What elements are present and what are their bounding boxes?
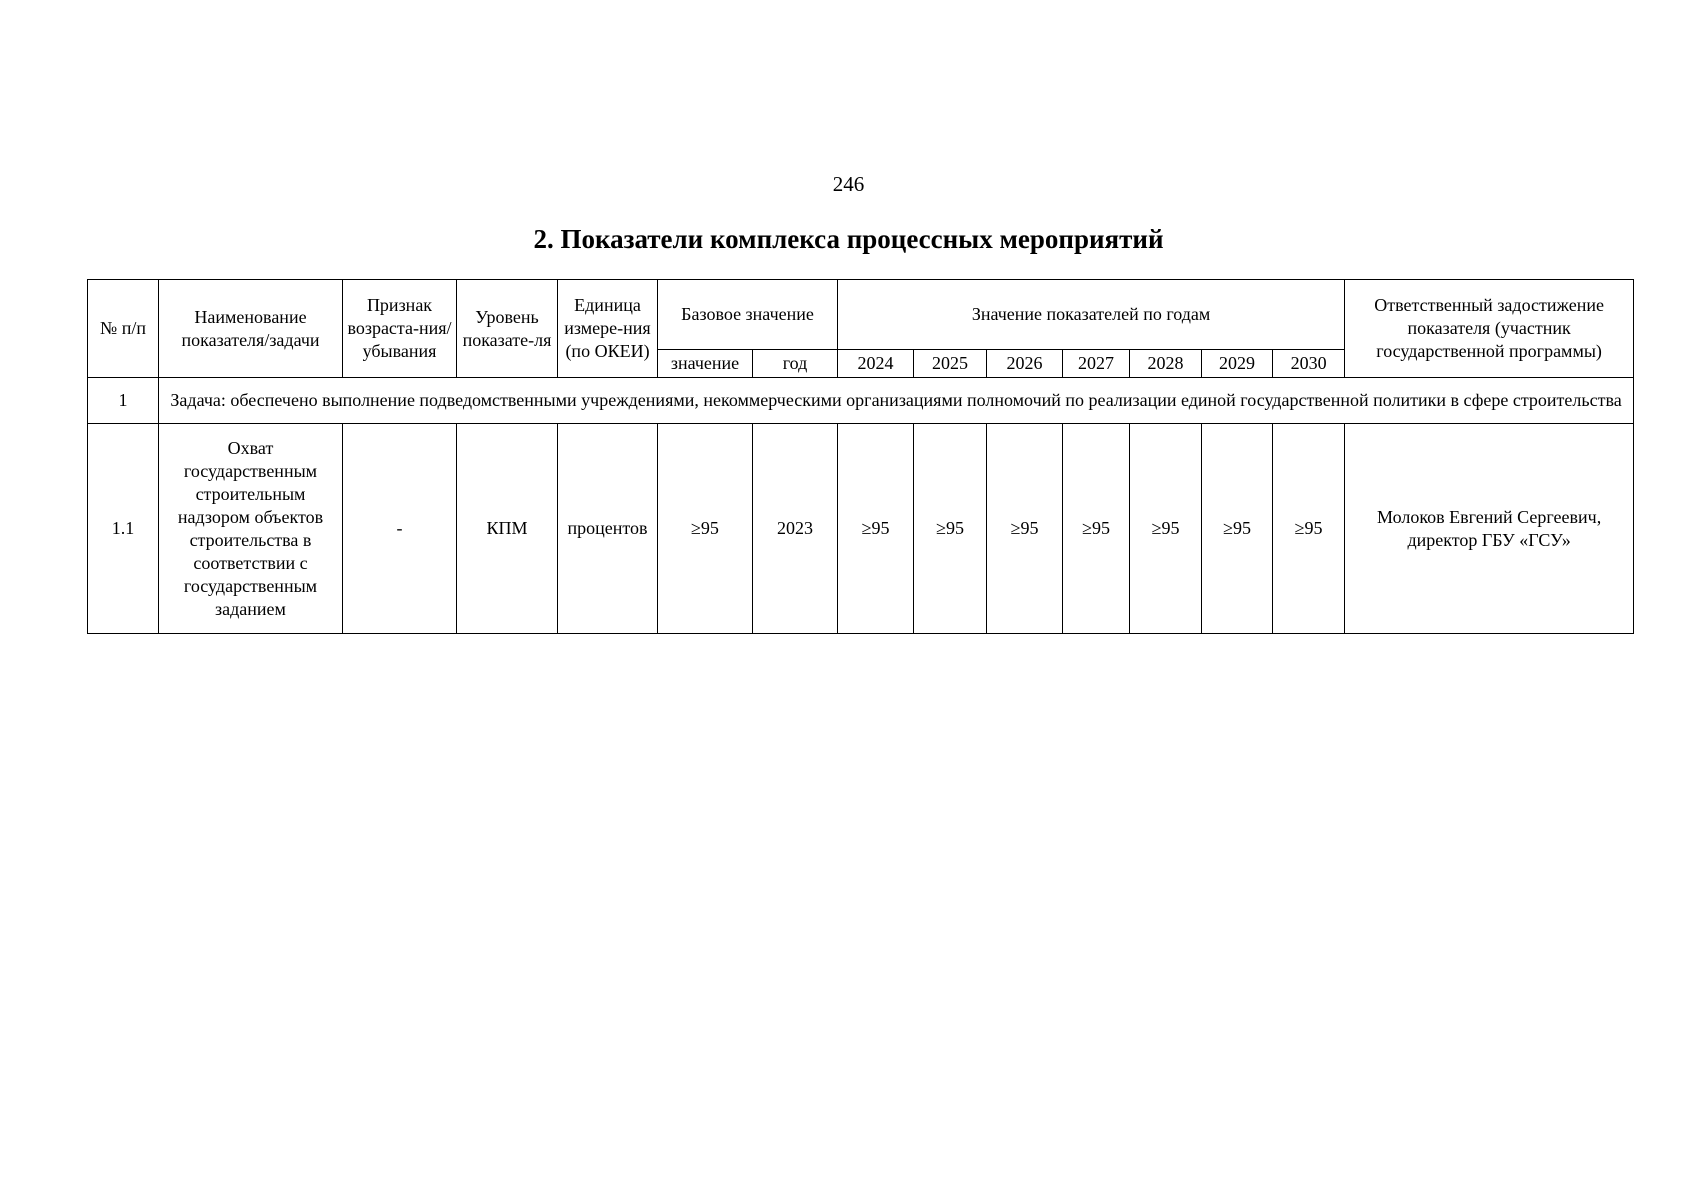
indicator-num: 1.1 bbox=[88, 424, 159, 634]
indicator-value: ≥95 bbox=[914, 424, 987, 634]
indicator-level: КПМ bbox=[457, 424, 558, 634]
indicator-value: ≥95 bbox=[987, 424, 1063, 634]
header-year: 2027 bbox=[1063, 350, 1130, 378]
task-text: Задача: обеспечено выполнение подведомственными учреждениями, некоммерческими организациями полномочий по реализации единой государственной политики в сфере строительства bbox=[159, 378, 1634, 424]
task-row bbox=[88, 378, 1634, 424]
header-unit: Единица измере-ния (по ОКЕИ) bbox=[558, 280, 658, 378]
indicator-unit: процентов bbox=[558, 424, 658, 634]
indicator-base-year: 2023 bbox=[753, 424, 838, 634]
indicator-value: ≥95 bbox=[1202, 424, 1273, 634]
indicator-value: ≥95 bbox=[1273, 424, 1345, 634]
header-year: 2024 bbox=[838, 350, 914, 378]
header-base-year: год bbox=[753, 350, 838, 378]
page-title: 2. Показатели комплекса процессных мероприятий bbox=[533, 224, 1164, 254]
indicator-sign: - bbox=[343, 424, 457, 634]
header-responsible: Ответственный задостижение показателя (участник государственной программы) bbox=[1345, 280, 1634, 378]
header-base: Базовое значение bbox=[658, 280, 838, 350]
header-name: Наименование показателя/задачи bbox=[159, 280, 343, 378]
header-year: 2026 bbox=[987, 350, 1063, 378]
header-years-group: Значение показателей по годам bbox=[838, 280, 1345, 350]
header-year: 2029 bbox=[1202, 350, 1273, 378]
indicator-base-value: ≥95 bbox=[658, 424, 753, 634]
task-num: 1 bbox=[88, 378, 159, 424]
header-level: Уровень показате-ля bbox=[457, 280, 558, 378]
indicator-value: ≥95 bbox=[1130, 424, 1202, 634]
table-row bbox=[88, 424, 1634, 634]
indicators-table bbox=[87, 279, 1634, 634]
header-year: 2025 bbox=[914, 350, 987, 378]
indicator-name: Охват государственным строительным надзором объектов строительства в соответствии с государственным заданием bbox=[159, 424, 343, 634]
indicator-value: ≥95 bbox=[1063, 424, 1130, 634]
page-number: 246 bbox=[832, 172, 865, 196]
header-num: № п/п bbox=[88, 280, 159, 378]
header-year: 2028 bbox=[1130, 350, 1202, 378]
header-sign: Признак возраста-ния/ убывания bbox=[343, 280, 457, 378]
indicator-responsible: Молоков Евгений Сергеевич, директор ГБУ «ГСУ» bbox=[1345, 424, 1634, 634]
indicator-value: ≥95 bbox=[838, 424, 914, 634]
header-base-value: значение bbox=[658, 350, 753, 378]
header-year: 2030 bbox=[1273, 350, 1345, 378]
